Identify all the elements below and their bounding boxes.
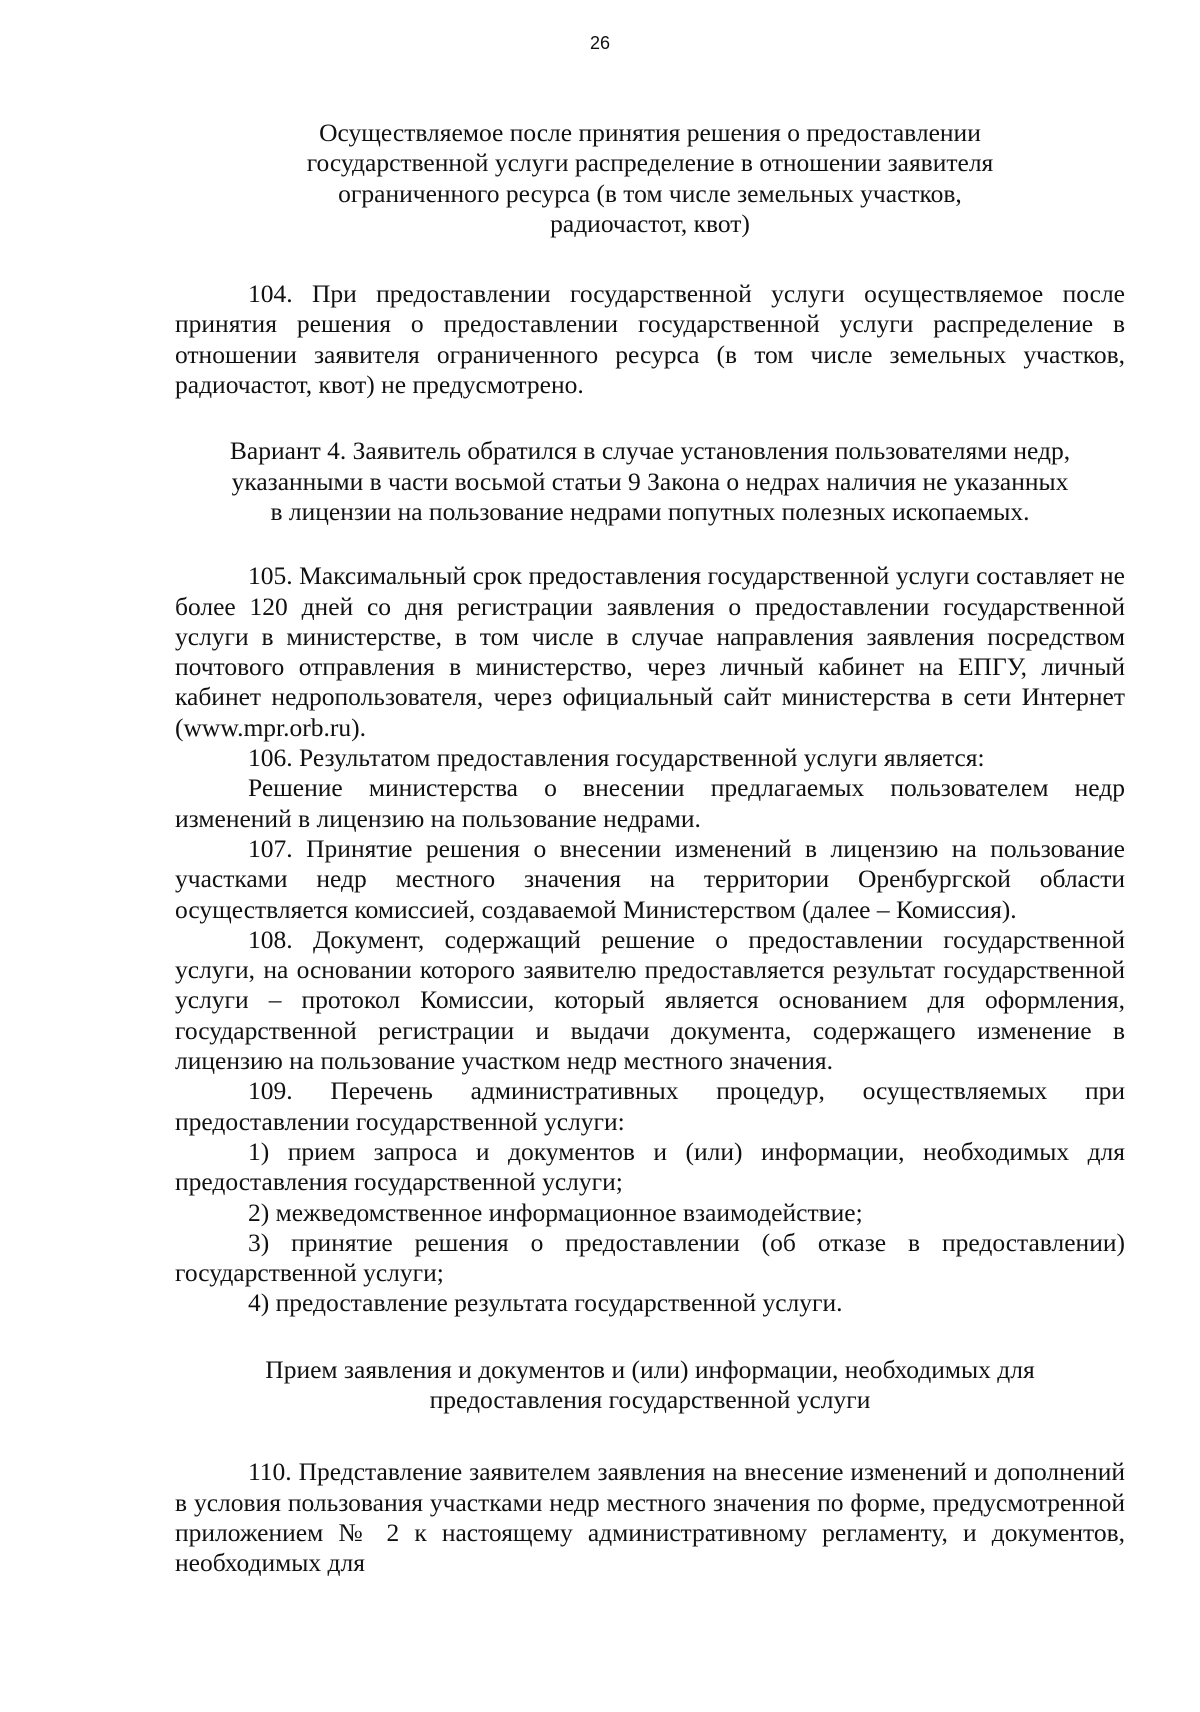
heading-line: в лицензии на пользование недрами попутных полезных ископаемых. (270, 496, 1030, 526)
section-heading-application-intake (175, 1355, 1125, 1416)
paragraph-107: 107. Принятие решения о внесении изменений в лицензию на пользование участками недр местного значения на территории Оренбургской области осуществляется комиссией, создаваемой Министерством (далее – Комиссия). (175, 833, 1125, 924)
heading-line: Осуществляемое после принятия решения о предоставлении (319, 118, 981, 147)
paragraph-104: 104. При предоставлении государственной услуги осуществляемое после принятия решения о предоставлении государственной услуги распределение в отношении заявителя ограниченного ресурса (в том числе земельных участков, радиочастот, квот) не предусмотрено. (175, 279, 1125, 400)
heading-line: радиочастот, квот) (550, 208, 750, 238)
paragraph-106: 106. Результатом предоставления государственной услуги является: (248, 743, 985, 773)
section-heading-variant-4 (175, 436, 1125, 527)
paragraph-105: 105. Максимальный срок предоставления государственной услуги составляет не более 120 дней со дня регистрации заявления о предоставлении государственной услуги в министерстве, в том числе в случае направления заявления посредством почтового отправления в министерство, через личный кабинет на ЕПГУ, личный кабинет недропользователя, через официальный сайт министерства в сети Интернет (www.mpr.orb.ru). (175, 561, 1125, 742)
list-item: 1) прием запроса и документов и (или) информации, необходимых для предоставления государственной услуги; (175, 1136, 1125, 1197)
paragraph-106-result: Решение министерства о внесении предлагаемых пользователем недр изменений в лицензию на пользование недрами. (175, 773, 1125, 833)
document-body (175, 118, 1125, 1578)
paragraph-109: 109. Перечень административных процедур, осуществляемых при предоставлении государственной услуги: (175, 1076, 1125, 1136)
section-heading-distribution (175, 118, 1125, 239)
heading-line: Вариант 4. Заявитель обратился в случае установления пользователями недр, (229, 436, 1071, 466)
heading-line: указанными в части восьмой статьи 9 Закона о недрах наличия не указанных (231, 466, 1069, 496)
heading-line: ограниченного ресурса (в том числе земельных участков, (338, 178, 962, 208)
paragraph-110: 110. Представление заявителем заявления на внесение изменений и дополнений в условия пользования участками недр местного значения по форме, предусмотренной приложением № 2 к настоящему административному регламенту, и документов, необходимых для (175, 1457, 1125, 1578)
heading-line: государственной услуги распределение в отношении заявителя (306, 148, 994, 178)
list-item: 2) межведомственное информационное взаимодействие; (248, 1197, 863, 1227)
list-item: 4) предоставление результата государственной услуги. (248, 1288, 843, 1318)
heading-line: предоставления государственной услуги (429, 1384, 871, 1414)
heading-line: Прием заявления и документов и (или) информации, необходимых для (265, 1354, 1035, 1384)
page-number: 26 (589, 33, 611, 53)
paragraph-108: 108. Документ, содержащий решение о предоставлении государственной услуги, на основании которого заявителю предоставляется результат государственной услуги – протокол Комиссии, который является основанием для оформления, государственной регистрации и выдачи документа, содержащего изменение в лицензию на пользование участком недр местного значения. (175, 924, 1125, 1076)
list-item: 3) принятие решения о предоставлении (об отказе в предоставлении) государственной услуги; (175, 1227, 1125, 1288)
